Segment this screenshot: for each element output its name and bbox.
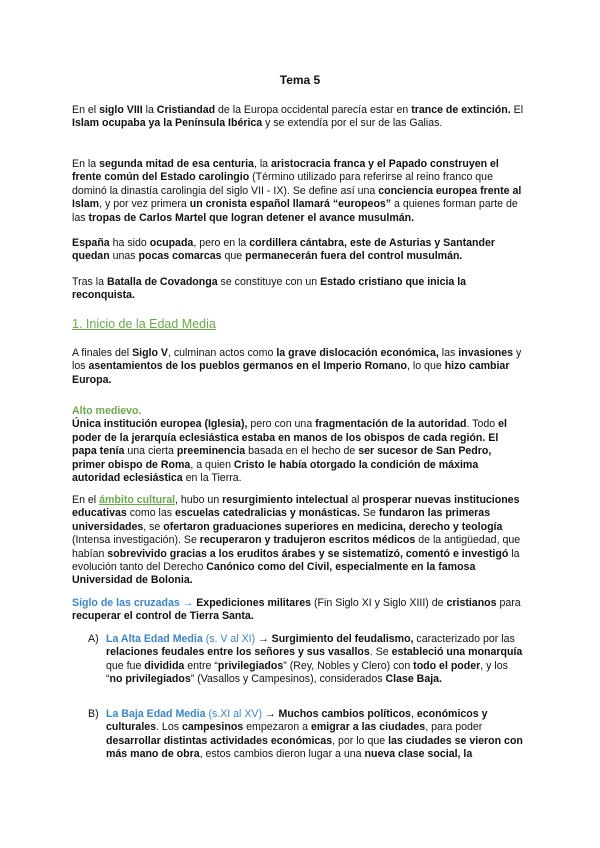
paragraph-spain: España ha sido ocupada, pero en la cordillera cántabra, este de Asturias y Santander quedan unas pocas comarcas que permanecerán fuera del control musulmán. <box>72 237 495 263</box>
list-item-baja-edad-media: B) La Baja Edad Media (s.XI al XV) → Muchos cambios políticos, económicos y culturales. Los campesinos empezaron a emigrar a las ciudades, para poder desarrollar distintas actividades económicas, por lo que las ciudades se vieron con más mano de obra, estos cambios dieron lugar a una nueva clase social, la <box>88 708 523 761</box>
paragraph-covadonga: Tras la Batalla de Covadonga se constituye con un Estado cristiano que inicia la reconquista. <box>72 276 467 302</box>
ambito-cultural-link: ámbito cultural <box>99 494 176 506</box>
section-heading: 1. Inicio de la Edad Media <box>72 317 216 331</box>
paragraph-intro: En el siglo VIII la Cristiandad de la Europa occidental parecía estar en trance de extinción. El Islam ocupaba ya la Península Ibérica y se extendía por el sur de las Galias. <box>72 104 524 130</box>
subheading-alto-medievo: Alto medievo. <box>72 405 142 417</box>
list-item-alta-edad-media: A) La Alta Edad Media (s. V al XI) → Surgimiento del feudalismo, caracterizado por las relaciones feudales entre los señores y sus vasallos. Se estableció una monarquía que fue dividida entre “privilegiados” (Rey, Nobles y Clero) con todo el poder, y los “no privilegiados” (Vasallos y Campesinos), considerados Clase Baja. <box>88 633 523 686</box>
paragraph-siglo-v: A finales del Siglo V, culminan actos como la grave dislocación económica, las invasiones y los asentamientos de los pueblos germanos en el Imperio Romano, lo que hizo cambiar Europa. <box>72 347 522 386</box>
page-title: Tema 5 <box>279 73 321 87</box>
paragraph-cruzadas: Siglo de las cruzadas → Expediciones militares (Fin Siglo XI y Siglo XIII) de cristianos para recuperar el control de Tierra Santa. <box>72 597 521 623</box>
paragraph-cultural: En el ámbito cultural, hubo un resurgimiento intelectual al prosperar nuevas instituciones educativas como las escuelas catedralicias y monásticas. Se fundaron las primeras universidades, se ofertaron graduaciones superiores en medicina, derecho y teología (Intensa investigación). Se recuperaron y tradujeron escritos médicos de la antigüedad, que habían sobrevivido gracias a los eruditos árabes y se sistematizó, comentó e investigó la evolución tanto del Derecho Canónico como del Civil, especialmente en la famosa Universidad de Bolonia. <box>72 494 521 587</box>
paragraph-alto-medievo: Alto medievo. Única institución europea (Iglesia), pero con una fragmentación de la autoridad. Todo el poder de la jerarquía eclesiástica estaba en manos de los obispos de cada región. El papa tenía una cierta preeminencia basada en el hecho de ser sucesor de San Pedro, primer obispo de Roma, a quien Cristo le había otorgado la condición de máxima autoridad eclesiástica en la Tierra. <box>72 405 507 485</box>
paragraph-carolingian: En la segunda mitad de esa centuria, la aristocracia franca y el Papado construyen el frente común del Estado carolingio (Término utilizado para referirse al reino franco que dominó la dinastía carolingia del siglo VII - IX). Se define así una conciencia europea frente al Islam, y por vez primera un cronista español llamará “europeos” a quienes forman parte de las tropas de Carlos Martel que logran detener el avance musulmán. <box>72 158 522 224</box>
